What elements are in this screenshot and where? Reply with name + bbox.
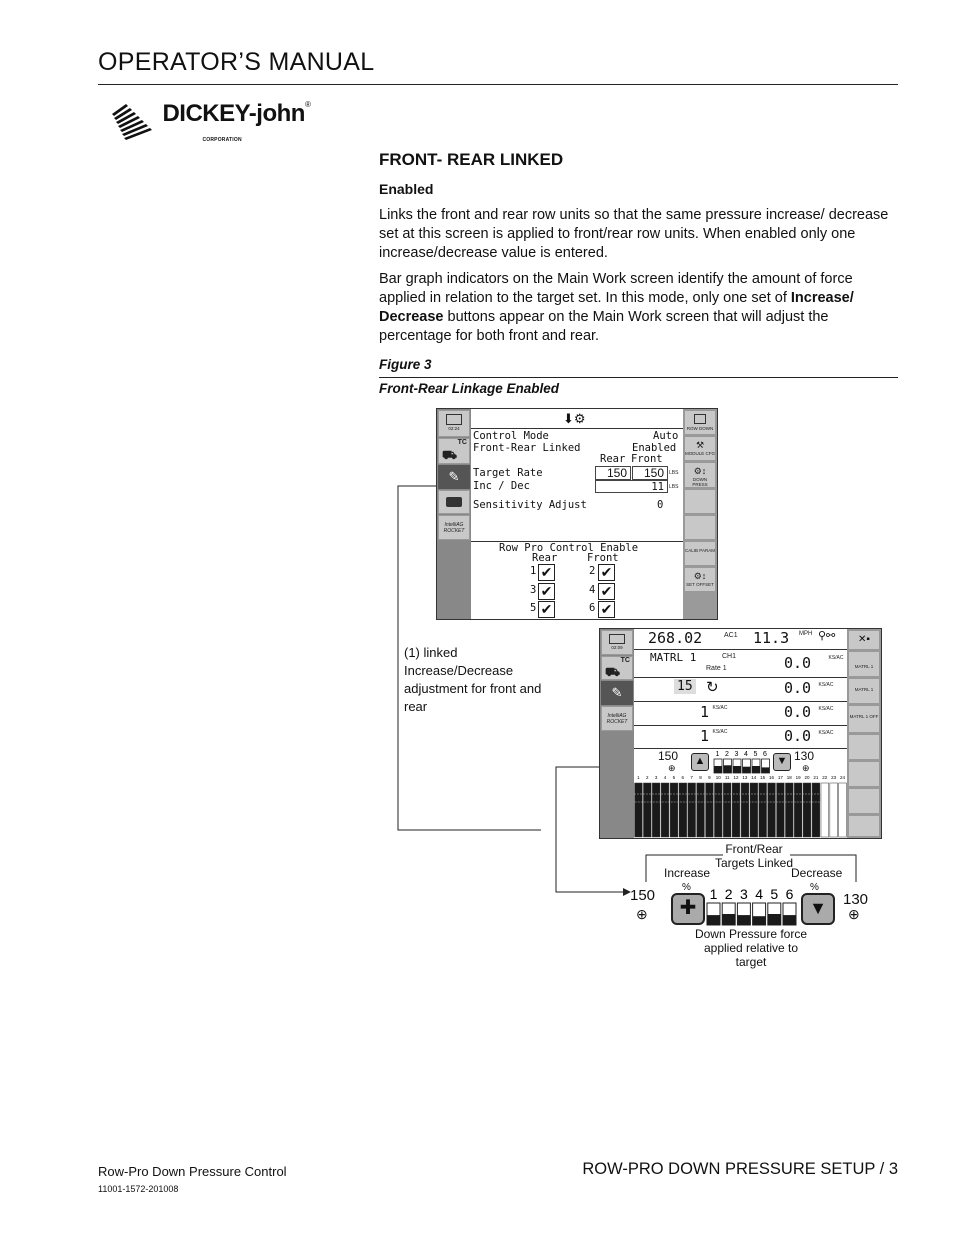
work-left-panel	[600, 629, 634, 838]
matrl-1-button-b[interactable]: MATRL 1	[848, 678, 880, 704]
detail-bargraph	[705, 885, 800, 932]
target-left-icon: ⊕	[668, 763, 676, 773]
section-number: 17	[777, 775, 783, 780]
enable-rear-label: Rear	[532, 552, 558, 564]
row-0-value: 0.0	[784, 654, 812, 672]
section-bar	[652, 783, 660, 837]
row-2-label: 2	[589, 565, 596, 577]
row-1-left-value[interactable]: 15	[674, 679, 696, 694]
inc-dec-label: Inc / Dec	[473, 480, 530, 492]
work-tractor-tile[interactable]	[601, 656, 633, 680]
detail-target-left: 150	[630, 887, 656, 904]
row-3-label: 3	[530, 584, 537, 596]
inc-dec-unit: LBS	[669, 484, 679, 490]
area-unit: AC1	[724, 632, 738, 639]
section-number: 2	[646, 775, 649, 780]
logo-subtitle: CORPORATION	[202, 137, 242, 143]
row-1-label: 1	[530, 565, 537, 577]
linked-label: Front-Rear Linked	[473, 442, 581, 454]
work-planter-tile[interactable]	[601, 681, 633, 705]
tractor-icon: ⛟	[605, 665, 621, 679]
intelliag-logo-tile: IntelliAG ROCKET	[438, 515, 470, 540]
section-bar	[830, 783, 838, 837]
section-number: 8	[699, 775, 702, 780]
tc-label: TC	[457, 439, 467, 446]
check-icon: ✔	[538, 601, 555, 618]
section-number: 21	[813, 775, 819, 780]
row-down-label: ROW DOWN	[686, 426, 714, 431]
target-right-icon: ⊕	[802, 763, 810, 773]
work-blank-button-4[interactable]	[848, 815, 880, 837]
work-right-panel	[847, 629, 881, 838]
section-number: 9	[708, 775, 711, 780]
section-number: 19	[795, 775, 801, 780]
speed-value: 11.3	[753, 629, 790, 647]
work-bar-fill	[762, 767, 770, 773]
section-toggle-button[interactable]	[848, 630, 880, 650]
section-number: 20	[804, 775, 810, 780]
work-blank-button-3[interactable]	[848, 788, 880, 814]
work-blank-button-1[interactable]	[848, 734, 880, 760]
work-rule-0	[634, 649, 847, 650]
paragraph-1: Links the front and rear row units so that the same pressure increase/ decrease set at this screen is applied to front/rear row units. When enabled only one increase/decrease value is entered.	[379, 207, 889, 261]
detail-bar-label: 2	[724, 886, 733, 902]
target-rate-label: Target Rate	[473, 467, 543, 479]
row-5-label: 5	[530, 602, 537, 614]
detail-target-right: 130	[843, 891, 869, 908]
check-icon: ✔	[598, 601, 615, 618]
set-offset-label: SET OFFSET	[686, 582, 714, 587]
target-front-value[interactable]: 150	[632, 466, 668, 480]
detail-decrease-button[interactable]	[801, 893, 835, 925]
target-rear-value[interactable]: 150	[595, 466, 631, 480]
work-clock-time: 02:09	[611, 645, 623, 650]
minus-icon: ▼	[809, 898, 827, 918]
increase-button[interactable]	[691, 753, 709, 771]
implement-icon: ⚲⚯	[818, 630, 836, 642]
section-bar	[706, 783, 714, 837]
planter-icon: ✎	[611, 685, 623, 700]
enable-title: Row Pro Control Enable	[499, 542, 639, 554]
section-bar	[812, 783, 820, 837]
row-3-value: 0.0	[784, 727, 812, 745]
down-pressure-header-icon: ⬇⚙	[563, 411, 586, 426]
row-1-unit: KS/AC	[818, 682, 834, 688]
enable-front-label: Front	[587, 552, 619, 564]
section-number: 22	[822, 775, 828, 780]
section-number: 6	[681, 775, 685, 780]
section-number: 15	[760, 775, 766, 780]
section-bar	[741, 783, 749, 837]
detail-bar-fill	[783, 915, 796, 925]
section-title: FRONT- REAR LINKED	[379, 150, 564, 169]
logo-wordmark: DICKEY-john	[162, 100, 305, 127]
row-3-left-value: 1	[700, 727, 710, 745]
increase-label: Increase	[664, 866, 711, 880]
figure-caption: Front-Rear Linkage Enabled	[379, 381, 560, 396]
targets-linked-label: Front/Rear Targets Linked	[714, 842, 794, 870]
paragraph-2-text-a: Bar graph indicators on the Main Work screen identify the amount of force applied in relation to the target set. In this mode, only one set of	[379, 271, 853, 306]
detail-increase-button[interactable]	[671, 893, 705, 925]
increase-percent: %	[682, 882, 691, 893]
section-bar	[759, 783, 767, 837]
clock-time: 02:24	[448, 426, 460, 431]
section-number: 11	[724, 775, 730, 780]
check-icon: ✔	[598, 564, 615, 581]
work-bar-fill	[714, 766, 722, 773]
detail-bar-fill	[753, 916, 766, 925]
section-bar	[679, 783, 687, 837]
work-target-right: 130	[794, 749, 815, 763]
detail-bar-label: 1	[709, 886, 718, 902]
work-rule-3	[634, 725, 847, 726]
footer-title: Row-Pro Down Pressure Control	[98, 1164, 287, 1179]
control-mode-label: Control Mode	[473, 430, 549, 442]
section-bar-area	[634, 774, 847, 838]
down-press-label: DOWN PRESS	[692, 477, 708, 487]
row-2-left-value: 1	[700, 703, 710, 721]
work-bar-label: 5	[753, 751, 758, 758]
row-0-unit: KS/AC	[828, 655, 844, 661]
work-intelliag-tile: IntelliAG ROCKET	[601, 706, 633, 731]
detail-target-right-icon: ⊕	[848, 906, 860, 922]
section-number: 5	[672, 775, 676, 780]
channel-label: CH1	[722, 653, 737, 660]
section-number: 14	[751, 775, 757, 780]
detail-bar-label: 4	[755, 886, 763, 902]
sensitivity-value[interactable]: 0	[657, 499, 664, 511]
section-number: 1	[637, 775, 640, 780]
work-bar-label: 2	[725, 751, 729, 758]
section-bar	[723, 783, 731, 837]
section-bar	[670, 783, 678, 837]
check-icon: ✔	[538, 583, 555, 600]
section-bar	[768, 783, 776, 837]
col-front-label: Front	[631, 453, 663, 465]
row-2-left-unit: KS/AC	[712, 705, 728, 711]
detail-bar-label: 5	[770, 886, 779, 902]
tractor-icon: ⛟	[442, 448, 458, 462]
section-bar	[643, 783, 651, 837]
section-bar	[803, 783, 811, 837]
work-bar-fill	[724, 765, 732, 773]
work-tc-label: TC	[620, 657, 630, 664]
section-bar	[661, 783, 669, 837]
section-bar	[688, 783, 696, 837]
figure-label: Figure 3	[379, 357, 432, 372]
area-value: 268.02	[648, 629, 703, 647]
work-rule-1	[634, 677, 847, 678]
decrease-button[interactable]	[773, 753, 791, 771]
section-bar	[635, 783, 643, 837]
section-icon: ✕▪	[858, 634, 870, 645]
monitor-icon	[609, 634, 625, 644]
down-pressure-note: Down Pressure force applied relative to target	[694, 927, 808, 969]
detail-bar-fill	[737, 915, 750, 925]
linked-value[interactable]: Enabled	[632, 442, 677, 454]
calib-param-button[interactable]: CALIB PARAM	[684, 541, 716, 566]
section-number: 12	[733, 775, 739, 780]
section-number: 7	[690, 775, 693, 780]
matrl-label: MATRL 1	[650, 651, 697, 664]
paragraph-2-text-b: buttons appear on the Main Work screen that will adjust the percentage for both front and rear.	[379, 309, 829, 344]
section-bar	[714, 783, 722, 837]
logo-registered: ®	[304, 100, 311, 109]
work-bar-label: 4	[744, 751, 748, 758]
row-4-label: 4	[589, 584, 596, 596]
detail-bar-fill	[768, 914, 781, 925]
matrl-1-off-button[interactable]: MATRL 1 OFF	[848, 705, 880, 733]
inc-dec-value[interactable]: 11	[595, 480, 668, 493]
work-bar-label: 1	[715, 751, 720, 758]
work-bar-fill	[743, 767, 751, 773]
col-rear-label: Rear	[600, 453, 626, 465]
row-1-value: 0.0	[784, 679, 812, 697]
decrease-label: Decrease	[791, 866, 843, 880]
detail-target-left-icon: ⊕	[636, 906, 648, 922]
section-bar	[839, 783, 847, 837]
row-3-left-unit: KS/AC	[712, 729, 728, 735]
footer-page-label: ROW-PRO DOWN PRESSURE SETUP / 3	[582, 1160, 898, 1178]
section-number: 10	[715, 775, 721, 780]
work-bar-label: 6	[763, 751, 767, 758]
detail-bar-label: 3	[740, 886, 748, 902]
detail-bar-fill	[722, 914, 735, 925]
section-bar	[794, 783, 802, 837]
control-mode-value[interactable]: Auto	[653, 430, 679, 442]
section-number: 18	[786, 775, 792, 780]
section-subtitle: Enabled	[379, 181, 434, 197]
work-screen	[599, 628, 882, 839]
speed-unit: MPH	[799, 631, 813, 637]
section-bar	[697, 783, 705, 837]
section-bar	[777, 783, 785, 837]
section-number: 24	[840, 775, 846, 780]
detail-bar-label: 6	[785, 886, 794, 902]
plus-icon: ✚	[679, 897, 697, 919]
row-2-value: 0.0	[784, 703, 812, 721]
section-bar	[785, 783, 793, 837]
work-target-left: 150	[658, 749, 679, 763]
row-6-label: 6	[589, 602, 596, 614]
rate-label: Rate 1	[706, 665, 727, 672]
row-3-unit: KS/AC	[818, 730, 834, 736]
work-bar-fill	[752, 766, 760, 773]
section-number: 3	[654, 775, 658, 780]
work-bar-label: 3	[734, 751, 739, 758]
check-icon: ✔	[598, 583, 615, 600]
pressure-icon: ⚙↕	[693, 466, 707, 476]
plus-icon: ▲	[694, 755, 706, 767]
work-bar-fill	[733, 766, 741, 773]
work-rule-2	[634, 701, 847, 702]
work-clock-tile[interactable]	[601, 630, 633, 655]
target-unit: LBS	[669, 470, 679, 476]
section-number: 16	[769, 775, 775, 780]
wrench-icon: ⚒	[695, 440, 705, 450]
section-number: 4	[663, 775, 667, 780]
planter-icon: ✎	[448, 469, 460, 484]
section-bar	[750, 783, 758, 837]
row-2-unit: KS/AC	[818, 706, 834, 712]
linked-adjustment-note: (1) linked Increase/Decrease adjustment for front and rear	[404, 645, 542, 714]
module-cfg-label: MODULE CFG	[685, 451, 716, 456]
decrease-percent: %	[810, 882, 819, 893]
minus-icon: ▼	[776, 755, 788, 767]
paragraph-2-bold: Increase/ Decrease	[379, 290, 854, 325]
refresh-icon[interactable]: ↻	[706, 679, 719, 696]
work-blank-button-2[interactable]	[848, 761, 880, 787]
section-bar	[732, 783, 740, 837]
section-number: 13	[742, 775, 748, 780]
page-header-title: OPERATOR’S MANUAL	[98, 48, 375, 76]
matrl-1-button-a[interactable]: MATRL 1	[848, 651, 880, 677]
footer-code: 11001-1572-201008	[98, 1184, 179, 1194]
section-bar	[821, 783, 829, 837]
check-icon: ✔	[538, 564, 555, 581]
offset-icon: ⚙↕	[693, 571, 707, 581]
section-number: 23	[831, 775, 837, 780]
detail-bar-fill	[707, 915, 720, 925]
sensitivity-label: Sensitivity Adjust	[473, 499, 587, 511]
